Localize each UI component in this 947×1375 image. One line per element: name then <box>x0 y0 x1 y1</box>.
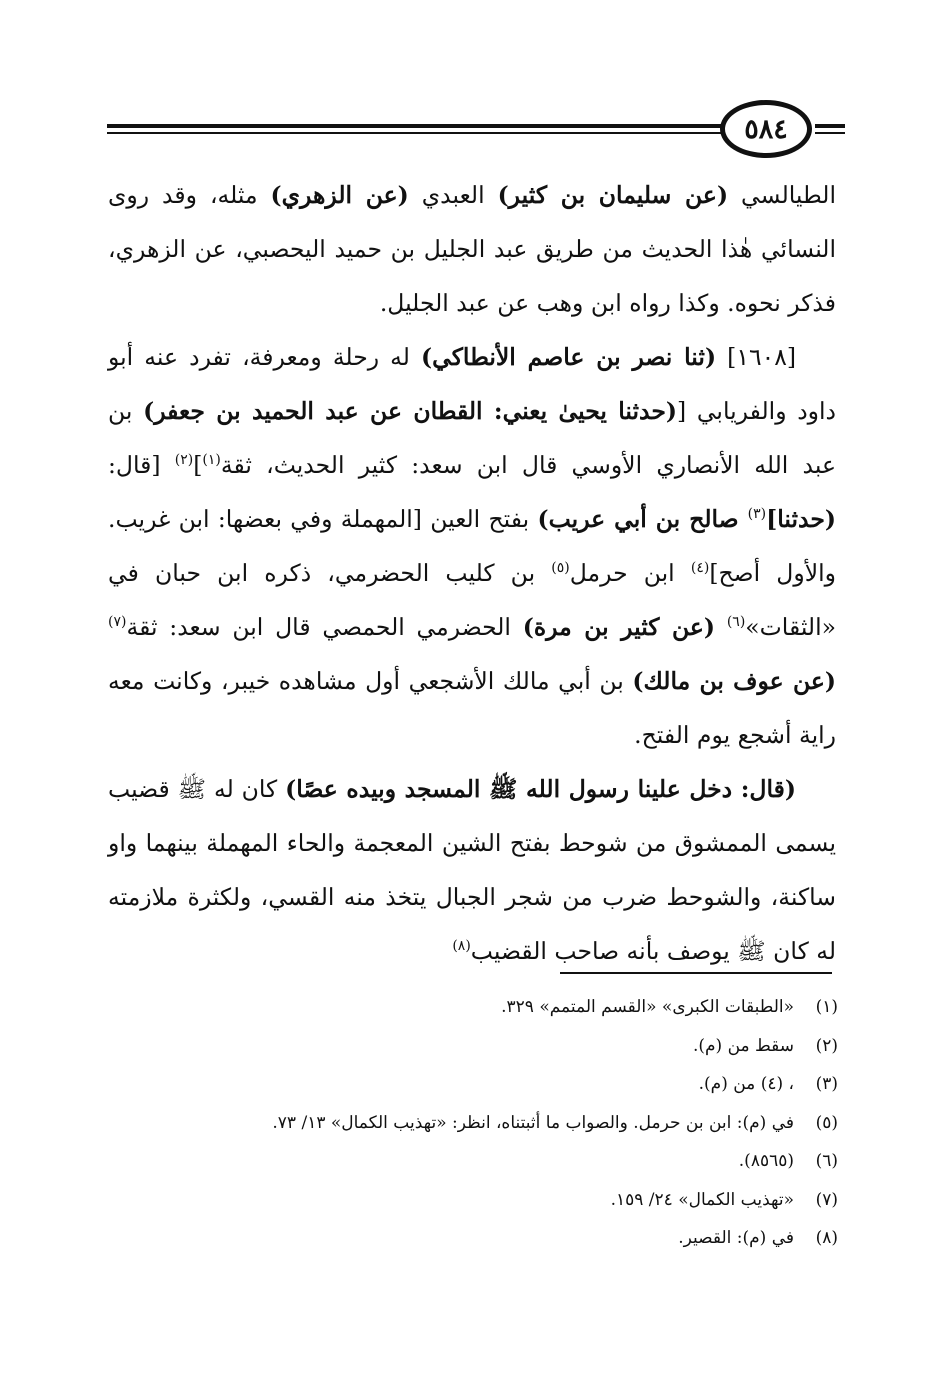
header-rule-thin-right <box>815 132 845 134</box>
footnote-text: (٨٥٦٥). <box>738 1151 794 1171</box>
bold-matn: (قال: دخل علينا رسول الله ﷺ المسجد وبيده عصًا) <box>285 775 796 803</box>
footnote-text: في (م): ابن بن حرمل. والصواب ما أثبتناه، انظر: «تهذيب الكمال» ١٣/ ٧٣. <box>272 1112 794 1133</box>
paragraph-3 <box>108 762 836 978</box>
page-header <box>0 0 947 170</box>
text-run: مثله، وقد روى النسائي هٰذا الحديث من طريق عبد الجليل بن حميد اليحصبي، عن الزهري، فذكر نحوه. وكذا رواه ابن وهب عن عبد الجليل. <box>108 181 836 317</box>
footnote-text: في (م): القصير. <box>678 1228 794 1248</box>
text-run: بن عبد الله الأنصاري الأوسي قال ابن سعد: كثير الحديث، ثقة <box>108 397 836 479</box>
text-run: بن كليب الحضرمي، ذكره ابن حبان في «الثقات» <box>108 559 837 641</box>
header-rule-thick <box>107 124 722 128</box>
footnote-number: (٥) <box>815 1112 838 1133</box>
bold-narrator: صالح بن أبي عريب) <box>537 505 748 533</box>
bold-narrator: (حدثنا يحيىٰ يعني: القطان عن عبد الحميد بن جعفر) <box>143 397 678 425</box>
footnote-ref: (٧) <box>108 614 127 631</box>
hadith-number: [١٦٠٨] <box>716 343 796 371</box>
page-number: ٥٨٤ <box>720 100 812 158</box>
footnote-number: (٧) <box>815 1189 838 1210</box>
footnote-text: ، (٤) من (م). <box>698 1074 794 1094</box>
footnote-number: (٢) <box>815 1035 838 1056</box>
text-run: ] <box>193 451 203 479</box>
footnote-item <box>108 1181 838 1220</box>
bold-narrator: (حدثنا] <box>766 505 836 533</box>
text-run: كان له ﷺ قضيب يسمى الممشوق من شوحط بفتح الشين المعجمة والحاء المهملة بينهما واو ساكنة، والشوحط ضرب من شجر الجبال يتخذ منه القسي، ولكثرة ملازمته له كان ﷺ يوصف بأنه صاحب القضيب <box>108 775 836 965</box>
footnotes <box>108 988 838 1258</box>
footnote-ref: (٢) <box>174 452 194 469</box>
footnote-item <box>108 1065 838 1104</box>
footnote-ref: (٦) <box>726 614 746 631</box>
text-run: بن أبي مالك الأشجعي أول مشاهده خيبر، وكانت معه راية أشجع يوم الفتح. <box>108 667 836 749</box>
paragraph-1 <box>108 168 836 330</box>
footnote-number: (٣) <box>815 1074 838 1094</box>
bold-narrator: (عن الزهري) <box>270 181 409 209</box>
footnote-text: «تهذيب الكمال» ٢٤/ ١٥٩. <box>610 1189 794 1210</box>
text-run: الحضرمي الحمصي قال ابن سعد: ثقة <box>126 613 523 641</box>
text-run <box>715 613 727 641</box>
footnote-ref: (٣) <box>747 506 767 523</box>
bold-narrator: (عن عوف بن مالك) <box>632 667 837 695</box>
footnote-separator <box>560 972 832 974</box>
footnote-item <box>108 988 838 1027</box>
footnote-text: سقط من (م). <box>692 1035 794 1056</box>
text-run: له رحلة ومعرفة، تفرد عنه أبو داود والفريابي [ <box>108 343 836 425</box>
text-run: ابن حرمل <box>569 559 691 587</box>
text-run: [قال: <box>108 451 175 479</box>
footnote-item <box>108 1219 838 1258</box>
footnote-number: (١) <box>815 997 838 1017</box>
footnote-number: (٦) <box>815 1151 838 1171</box>
text-run: العبدي <box>408 181 498 209</box>
footnote-item <box>108 1104 838 1143</box>
footnote-item <box>108 1142 838 1181</box>
footnote-item <box>108 1027 838 1066</box>
footnote-ref: (٤) <box>690 560 710 577</box>
header-rule-thin <box>107 132 722 134</box>
paragraph-2 <box>108 330 836 762</box>
footnote-ref: (١) <box>202 452 221 469</box>
text-run: بفتح العين [المهملة وفي بعضها: ابن غريب. والأول أصح] <box>108 505 836 587</box>
main-text <box>108 168 836 978</box>
bold-narrator: (عن سليمان بن كثير) <box>497 181 729 209</box>
bold-narrator: (ثنا نصر بن عاصم الأنطاكي) <box>421 343 717 371</box>
bold-narrator: (عن كثير بن مرة) <box>522 613 716 641</box>
footnote-number: (٨) <box>815 1228 838 1248</box>
header-rule-thick-right <box>815 124 845 128</box>
text-run: الطيالسي <box>728 181 836 209</box>
footnote-ref: (٨) <box>452 938 471 955</box>
footnote-text: «الطبقات الكبرى» «القسم المتمم» ٣٢٩. <box>501 997 794 1017</box>
footnote-ref: (٥) <box>551 560 570 577</box>
